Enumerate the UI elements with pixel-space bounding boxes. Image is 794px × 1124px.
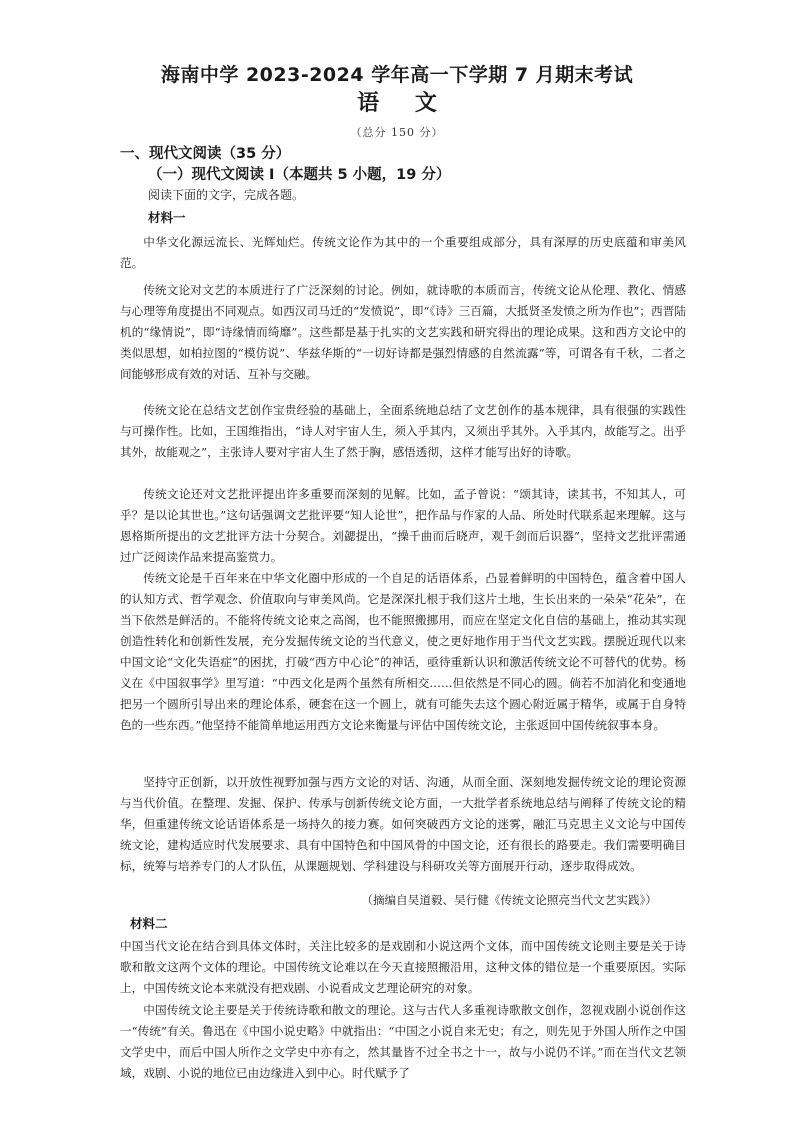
section-heading: 一、现代文阅读（35 分）	[120, 146, 291, 162]
subsection-heading: （一）现代文阅读 Ⅰ（本题共 5 小题，19 分）	[148, 167, 451, 183]
reading-instruction: 阅读下面的文字，完成各题。	[148, 188, 305, 202]
material1-paragraph: 传统文论还对文艺批评提出许多重要而深刻的见解。比如，孟子曾说：“颂其诗，读其书，不知其人，可乎？是以论其世也。”这句话强调文艺批评要“知人论世”，把作品与作家的人品、所处时代联系起来理解。这与恩格斯所提出的文艺批评方法十分契合。刘勰提出，“操千曲而后晓声，观千剑而后识器”，坚持文艺批评需通过广泛阅读作品来提高鉴赏力。	[120, 487, 686, 564]
material2-paragraph: 中国传统文论主要是关于传统诗歌和散文的理论。这与古代人多重视诗歌散文创作，忽视戏剧小说创作这一“传统”有关。鲁迅在《中国小说史略》中就指出：“中国之小说自来无史；有之，则先见于外国人所作之中国文学史中，而后中国人所作之文学史中亦有之，然其量皆不过全书之十一，故与小说仍不详。”而在当代文艺领域，戏剧、小说的地位已由边缘进入到中心。时代赋予了	[120, 1003, 686, 1080]
total-score: （总分 150 分）	[350, 126, 444, 139]
material1-paragraph: 传统文论对文艺的本质进行了广泛深刻的讨论。例如，就诗歌的本质而言，传统文论从伦理、教化、情感与心理等角度提出不同观点。如西汉司马迁的“发愤说”，即“《诗》三百篇，大抵贤圣发愤之所为作也”；西晋陆机的“缘情说”，即“诗缘情而绮靡”。这些都是基于扎实的文艺实践和研究得出的理论成果。这和西方文论中的类似思想，如柏拉图的“模仿说”、华兹华斯的“一切好诗都是强烈情感的自然流露”等，可谓各有千秋，二者之间能够形成有效的对话、互补与交融。	[120, 283, 686, 381]
material2-paragraph: 中国当代文论在结合到具体文体时，关注比较多的是戏剧和小说这两个文体，而中国传统文论则主要是关于诗歌和散文这两个文体的理论。中国传统文论难以在今天直接照搬沿用，这种文体的错位是一个重要原因。实际上，中国传统文论本来就没有把戏剧、小说看成文艺理论研究的对象。	[120, 939, 686, 995]
subject-title: 语 文	[357, 91, 451, 116]
material1-paragraph: 传统文论在总结文艺创作宝贵经验的基础上，全面系统地总结了文艺创作的基本规律，具有很强的实践性与可操作性。比如，王国维指出，“诗人对宇宙人生，须入乎其内，又须出乎其外。入乎其内，故能写之。出乎其外，故能观之”，主张诗人要对宇宙人生了然于胸，感悟透彻，这样才能写出好的诗歌。	[120, 403, 686, 459]
material1-source: （摘编自吴道毅、吴行健《传统文论照亮当代文艺实践》）	[361, 893, 657, 907]
material1-heading: 材料一	[148, 210, 186, 225]
material1-paragraph: 中华文化源远流长、光辉灿烂。传统文论作为其中的一个重要组成部分，具有深厚的历史底蕴和审美风范。	[120, 235, 686, 270]
material1-paragraph: 传统文论是千百年来在中华文化圈中形成的一个自足的话语体系，凸显着鲜明的中国特色，蕴含着中国人的认知方式、哲学观念、价值取向与审美风尚。它是深深扎根于我们这片土地，生长出来的一朵朵“花朵”，在当下依然是鲜活的。不能将传统文论束之高阁，也不能照搬挪用，而应在坚定文化自信的基础上，推动其实现创造性转化和创新性发展，充分发掘传统文论的当代意义，使之更好地作用于当代文艺实践。摆脱近现代以来中国文论“文化失语症”的困扰，打破“西方中心论”的神话，亟待重新认识和激活传统文论不可替代的优势。杨义在《中国叙事学》里写道：“中西文化是两个虽然有所相交……但依然是不同心的圆。倘若不加消化和变通地把另一个圆所引导出来的理论体系，硬套在这一个圆上，就有可能失去这个圆心附近属于精华，或属于自身特色的一些东西。”他坚持不能简单地运用西方文论来衡量与评估中国传统文论，主张返回中国传统叙事本身。	[120, 571, 686, 732]
material2-heading: 材料二	[130, 916, 168, 931]
exam-title: 海南中学 2023-2024 学年高一下学期 7 月期末考试	[160, 64, 634, 86]
material1-paragraph: 坚持守正创新，以开放性视野加强与西方文论的对话、沟通，从而全面、深刻地发掘传统文论的理论资源与当代价值。在整理、发掘、保护、传承与创新传统文论方面，一大批学者系统地总结与阐释了传统文论的精华，但重建传统文论话语体系是一场持久的接力赛。如何突破西方文论的迷雾，融汇马克思主义文论与中国传统文论，建构适应时代发展要求、具有中国特色和中国风骨的中国文论，还有很长的路要走。我们需要明确目标，统筹与培养专门的人才队伍，从课题规划、学科建设与科研攻关等方面展开行动，逐步取得成效。	[120, 775, 686, 873]
